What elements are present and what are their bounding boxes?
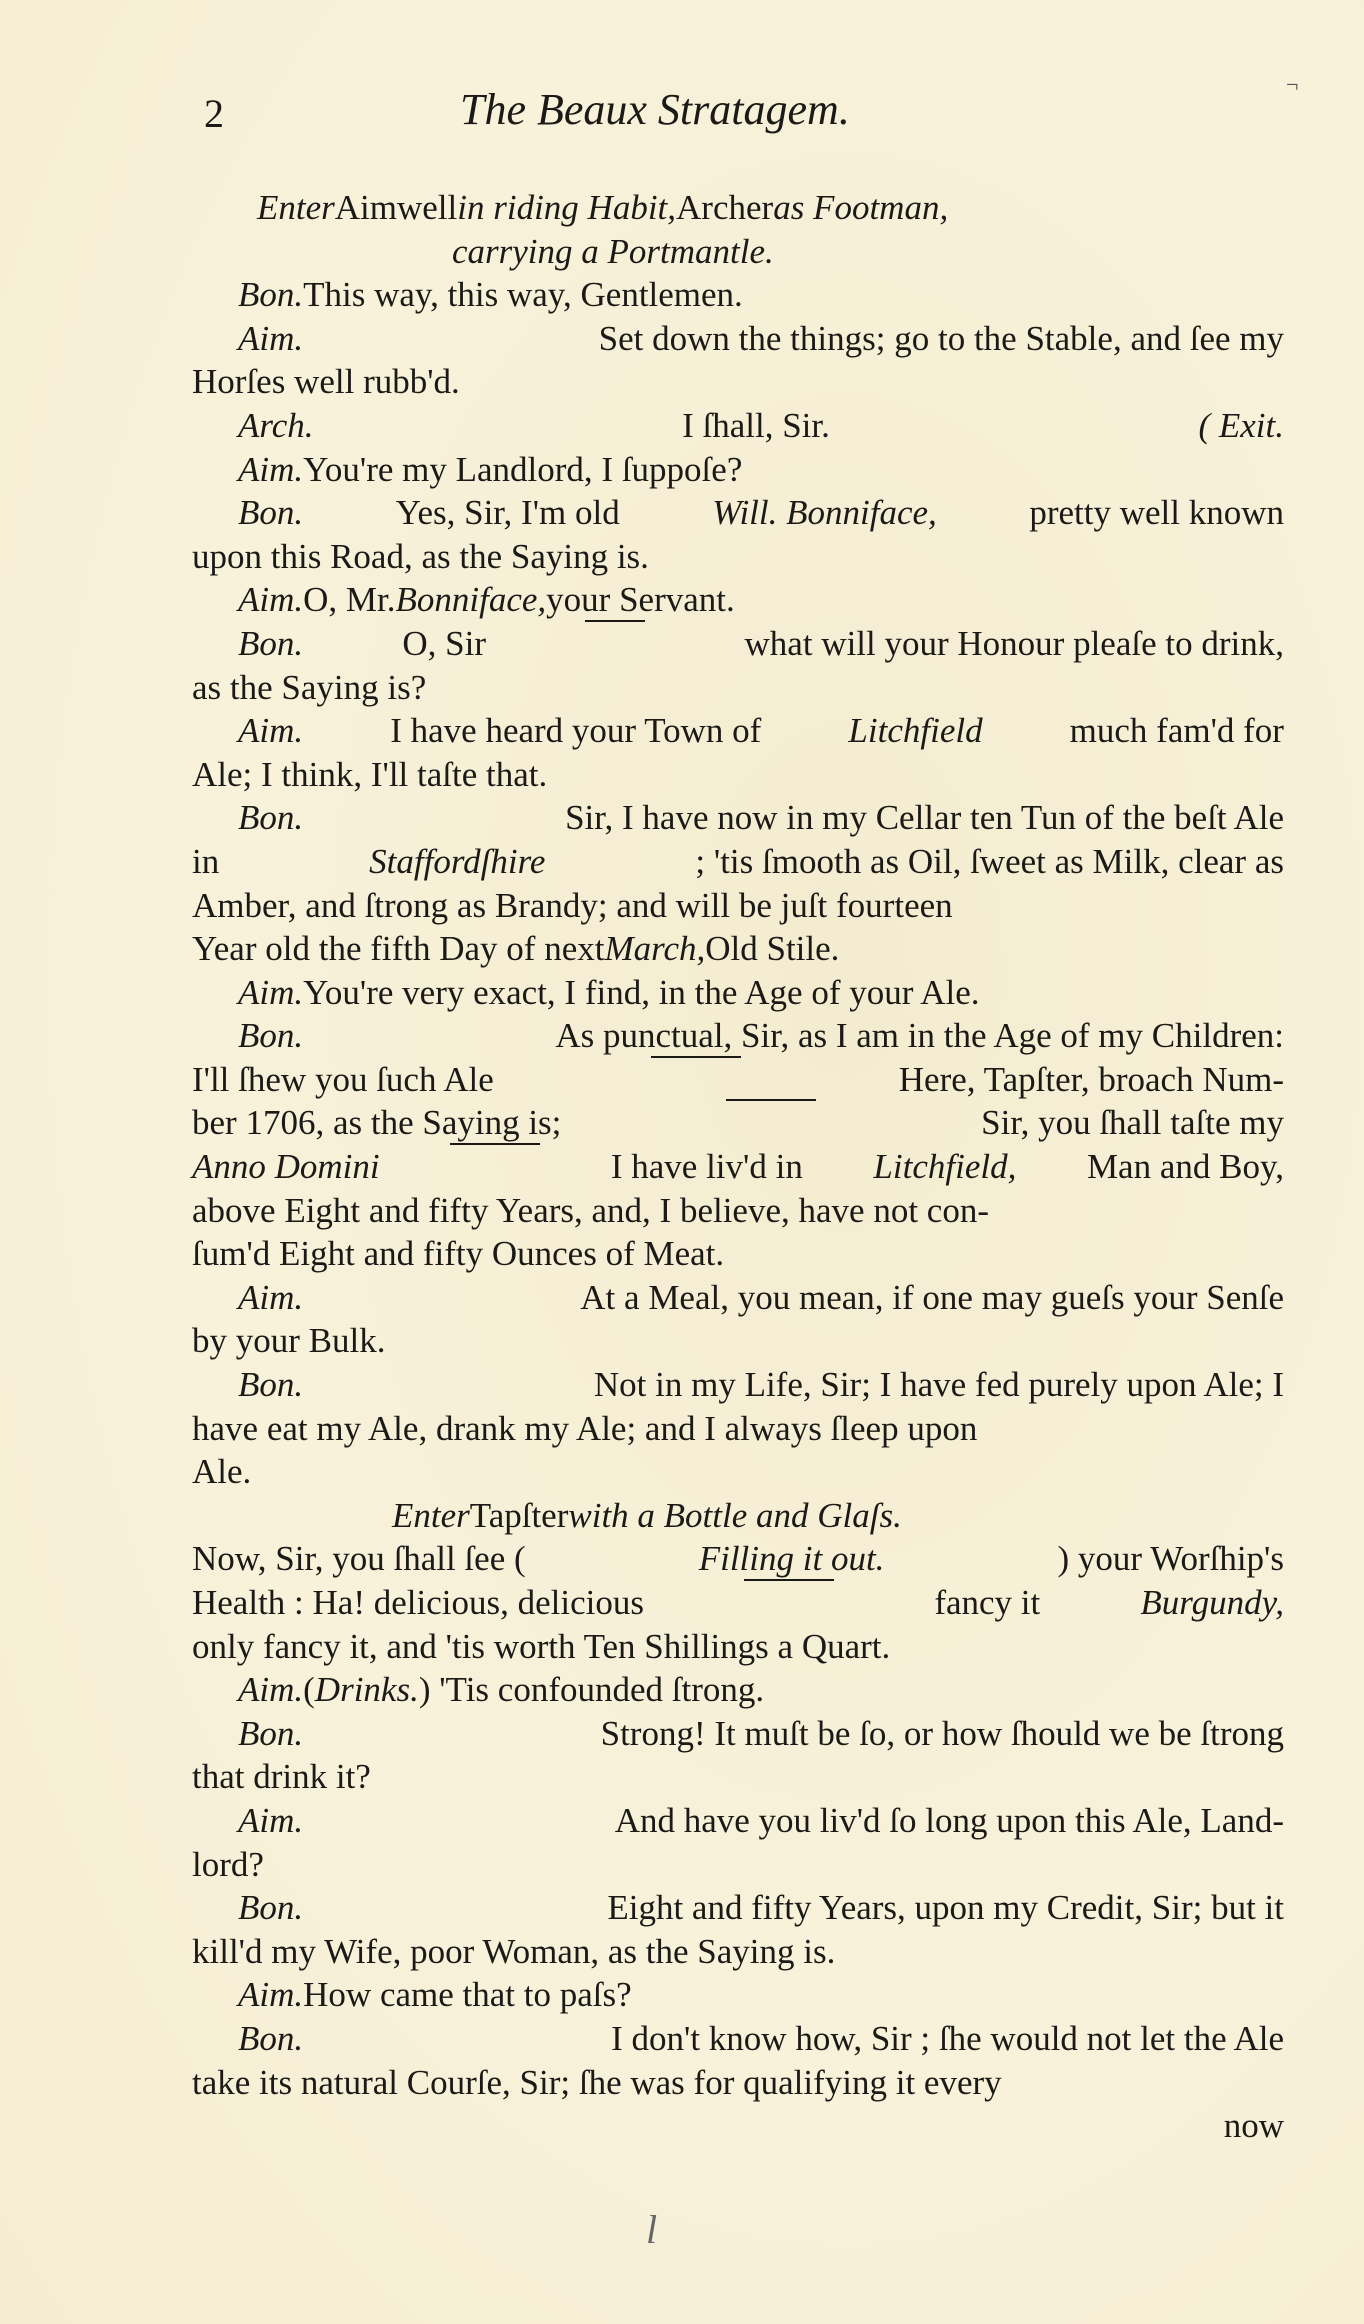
margin-mark: l: [646, 2207, 658, 2252]
roman-text: fancy it: [934, 1583, 1041, 1622]
text-line: [192, 2061, 1284, 2105]
italic-text: Aim.: [238, 1800, 304, 1840]
text-line: [192, 1407, 1284, 1451]
roman-text: How came that to paſs?: [303, 1975, 632, 2015]
italic-text: Bon.: [238, 1365, 304, 1405]
roman-text: by your Bulk.: [192, 1321, 386, 1361]
roman-text: Archer: [676, 188, 774, 227]
italic-text: Filling it out.: [698, 1539, 885, 1579]
roman-text: Yes, Sir, I'm old: [395, 493, 620, 533]
text-line: [192, 578, 1284, 622]
text-line: [192, 1712, 1284, 1756]
text-line: [192, 1843, 1284, 1887]
running-title: The Beaux Stratagem.: [460, 85, 850, 134]
roman-text: Horſes well rubb'd.: [192, 362, 460, 402]
em-dash-rule: [450, 1143, 540, 1187]
italic-text: Litchfield: [848, 711, 983, 751]
italic-text: Drinks.: [314, 1670, 419, 1710]
italic-text: Aim.: [238, 1277, 304, 1317]
italic-text: Enter: [257, 188, 335, 227]
roman-text: At a Meal, you mean, if one may gueſs your Senſe: [580, 1277, 1284, 1317]
italic-text: Bonniface,: [395, 580, 547, 620]
text-line: [192, 1799, 1284, 1843]
roman-text: Aimwell: [334, 188, 458, 227]
text-line: [192, 709, 1284, 753]
text-line: [192, 1494, 1284, 1538]
italic-text: Aim.: [238, 1670, 304, 1710]
text-line: [192, 1668, 1284, 1712]
text-line: [192, 2017, 1284, 2061]
roman-text: ) your Worſhip's: [1057, 1539, 1284, 1579]
page-text: [192, 186, 1284, 2148]
italic-text: Burgundy,: [1140, 1583, 1284, 1622]
text-line: [192, 840, 1284, 884]
roman-text: above Eight and fifty Years, and, I believe, have not con-: [192, 1190, 989, 1230]
text-line: [192, 884, 1284, 928]
text-line: [192, 927, 1284, 971]
text-line: [192, 1014, 1284, 1058]
text-line: [192, 1232, 1284, 1276]
text-line: [192, 1363, 1284, 1407]
text-line: [192, 1319, 1284, 1363]
roman-text: Now, Sir, you ſhall ſee (: [192, 1539, 526, 1579]
italic-text: with a Bottle and Glaſs.: [568, 1495, 902, 1535]
text-line: [192, 1537, 1284, 1581]
roman-text: ber 1706, as the Saying is;: [192, 1103, 562, 1143]
text-line: [192, 404, 1284, 448]
roman-text: your Servant.: [546, 580, 735, 620]
text-line: [192, 186, 1284, 230]
roman-text: ) 'Tis confounded ſtrong.: [418, 1670, 765, 1710]
roman-text: Sir, you ſhall taſte my: [981, 1103, 1284, 1143]
italic-text: Aim.: [238, 1975, 304, 2015]
text-line: [192, 753, 1284, 797]
text-line: [192, 1625, 1284, 1669]
roman-text: You're very exact, I find, in the Age of your Ale.: [303, 972, 980, 1012]
text-line: [192, 1145, 1284, 1189]
italic-text: Aim.: [238, 580, 304, 620]
roman-text: Health : Ha! delicious, delicious: [192, 1583, 644, 1622]
italic-text: Enter: [392, 1495, 470, 1535]
italic-text: Bon.: [238, 275, 304, 315]
text-line: [192, 1973, 1284, 2017]
text-line: [192, 491, 1284, 535]
roman-text: as the Saying is?: [192, 667, 427, 707]
roman-text: Tapſter: [469, 1495, 569, 1535]
roman-text: I ſhall, Sir.: [682, 405, 830, 445]
italic-text: Anno Domini: [192, 1147, 380, 1187]
roman-text: Old Stile.: [705, 929, 840, 969]
roman-text: kill'd my Wife, poor Woman, as the Saying is.: [192, 1931, 836, 1971]
roman-text: much fam'd for: [1069, 711, 1284, 751]
italic-text: Bon.: [238, 1888, 304, 1928]
italic-text: Bon.: [238, 1713, 304, 1753]
text-line: [192, 1276, 1284, 1320]
italic-text: Aim.: [238, 318, 304, 358]
roman-text: take its natural Courſe, Sir; ſhe was for qualifying it every: [192, 2062, 1002, 2102]
roman-text: I'll ſhew you ſuch Ale: [192, 1059, 494, 1099]
text-line: [192, 273, 1284, 317]
text-line: [192, 1755, 1284, 1799]
italic-text: Aim.: [238, 972, 304, 1012]
roman-text: in: [192, 841, 220, 881]
italic-text: Arch.: [238, 405, 314, 445]
text-line: [192, 317, 1284, 361]
italic-text: Bon.: [238, 1016, 304, 1056]
italic-text: carrying a Portmantle.: [452, 231, 774, 271]
italic-text: in riding Habit,: [457, 188, 677, 227]
roman-text: only fancy it, and 'tis worth Ten Shillings a Quart.: [192, 1626, 891, 1666]
roman-text: O, Mr.: [303, 580, 396, 620]
text-line: [192, 1058, 1284, 1102]
roman-text: Ale; I think, I'll taſte that.: [192, 754, 548, 794]
roman-text: now: [1223, 2106, 1284, 2146]
roman-text: Year old the fifth Day of next: [192, 929, 605, 969]
text-line: [192, 1189, 1284, 1233]
text-line: [192, 622, 1284, 666]
roman-text: Set down the things; go to the Stable, and ſee my: [598, 318, 1284, 358]
text-line: [192, 1450, 1284, 1494]
italic-text: Aim.: [238, 711, 304, 751]
italic-text: as Footman,: [773, 188, 949, 227]
italic-text: Staffordſhire: [369, 841, 546, 881]
em-dash-rule: [744, 1579, 834, 1623]
italic-text: Bon.: [238, 493, 304, 533]
roman-text: Eight and fifty Years, upon my Credit, Sir; but it: [607, 1888, 1284, 1928]
roman-text: ; 'tis ſmooth as Oil, ſweet as Milk, clear as: [695, 841, 1284, 881]
text-line: [192, 448, 1284, 492]
em-dash-rule: [585, 620, 645, 664]
page-header: [190, 72, 1299, 140]
roman-text: I have liv'd in: [610, 1147, 803, 1187]
italic-text: ( Exit.: [1198, 405, 1284, 445]
text-line: [192, 535, 1284, 579]
roman-text: have eat my Ale, drank my Ale; and I always ſleep upon: [192, 1408, 978, 1448]
roman-text: Ale.: [192, 1452, 252, 1492]
italic-text: Aim.: [238, 449, 304, 489]
roman-text: what will your Honour pleaſe to drink,: [744, 623, 1284, 663]
roman-text: Amber, and ſtrong as Brandy; and will be juſt fourteen: [192, 885, 953, 925]
roman-text: Strong! It muſt be ſo, or how ſhould we be ſtrong: [600, 1713, 1284, 1753]
italic-text: Will. Bonniface,: [712, 493, 937, 533]
text-line: [192, 796, 1284, 840]
roman-text: I have heard your Town of: [390, 711, 762, 751]
italic-text: Litchfield,: [873, 1147, 1017, 1187]
roman-text: ſum'd Eight and fifty Ounces of Meat.: [192, 1234, 725, 1274]
roman-text: Not in my Life, Sir; I have fed purely upon Ale; I: [593, 1365, 1284, 1405]
italic-text: Bon.: [238, 798, 304, 838]
roman-text: This way, this way, Gentlemen.: [303, 275, 743, 315]
roman-text: O, Sir: [402, 623, 487, 663]
italic-text: Bon.: [238, 2018, 304, 2058]
roman-text: Man and Boy,: [1086, 1147, 1284, 1187]
roman-text: that drink it?: [192, 1757, 371, 1797]
text-line: [192, 2104, 1284, 2148]
text-line: [192, 1581, 1284, 1625]
roman-text: (: [303, 1670, 315, 1710]
corner-mark: ¬: [1286, 72, 1299, 97]
roman-text: Here, Tapſter, broach Num-: [898, 1059, 1284, 1099]
roman-text: And have you liv'd ſo long upon this Ale, Land-: [614, 1800, 1284, 1840]
text-line: [192, 971, 1284, 1015]
roman-text: pretty well known: [1029, 493, 1284, 533]
roman-text: You're my Landlord, I ſuppoſe?: [303, 449, 743, 489]
roman-text: upon this Road, as the Saying is.: [192, 536, 649, 576]
roman-text: lord?: [192, 1844, 264, 1884]
text-line: [192, 1101, 1284, 1145]
text-line: [192, 360, 1284, 404]
em-dash-rule: [726, 1099, 816, 1143]
page-number: 2: [204, 91, 224, 136]
italic-text: March,: [604, 929, 706, 969]
text-line: [192, 1930, 1284, 1974]
roman-text: I don't know how, Sir ; ſhe would not let the Ale: [611, 2018, 1284, 2058]
italic-text: Bon.: [238, 623, 304, 663]
text-line: [192, 666, 1284, 710]
roman-text: Sir, I have now in my Cellar ten Tun of the beſt Ale: [565, 798, 1284, 838]
text-line: [192, 230, 1284, 274]
text-line: [192, 1886, 1284, 1930]
roman-text: As punctual, Sir, as I am in the Age of my Children:: [555, 1016, 1284, 1056]
em-dash-rule: [651, 1056, 741, 1100]
